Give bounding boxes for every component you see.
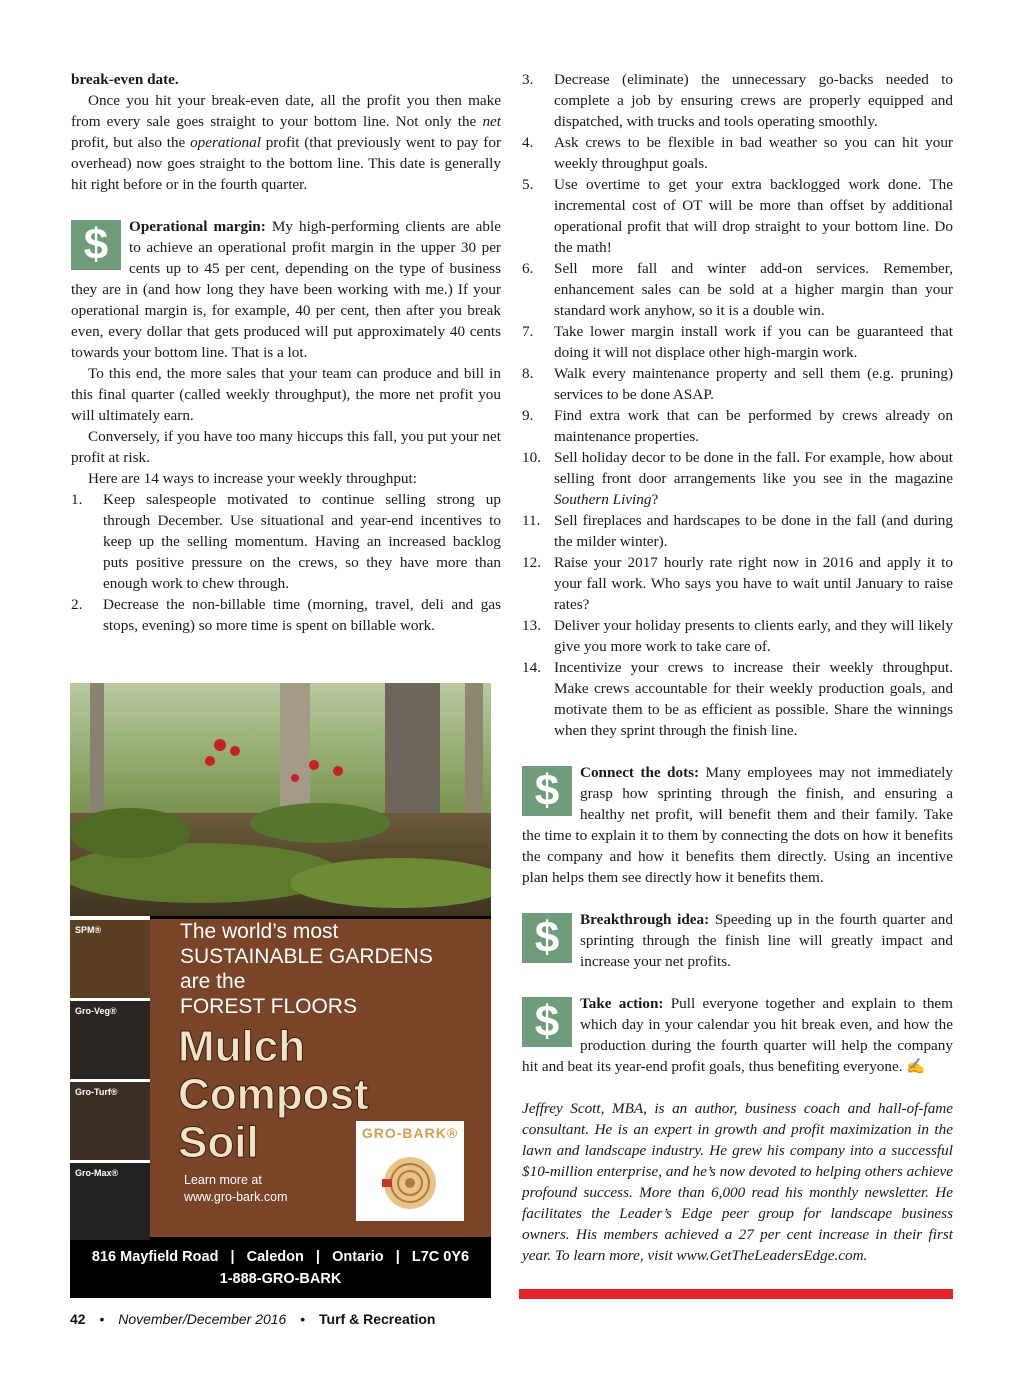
list-item: 9. Find extra work that can be performed by crews already on maintenance properties. bbox=[522, 407, 953, 445]
product-compost: Compost bbox=[178, 1070, 369, 1119]
ad-panel bbox=[150, 919, 491, 1237]
learn-more: Learn more at www.gro-bark.com bbox=[184, 1173, 288, 1204]
list-item: 4. Ask crews to be flexible in bad weather so you can hit your weekly throughput goals. bbox=[522, 134, 953, 172]
ad-headline: FOREST FLOORS bbox=[180, 995, 357, 1018]
ad-headline: The world’s most bbox=[180, 920, 339, 943]
list-item: 11. Sell fireplaces and hardscapes to be done in the fall (and during the milder winter). bbox=[522, 512, 953, 550]
tips-list-right bbox=[522, 69, 953, 741]
callout-lead: Operational margin: bbox=[129, 218, 266, 235]
left-column bbox=[71, 69, 501, 636]
publication-name: Turf & Recreation bbox=[319, 1311, 436, 1327]
separator: • bbox=[300, 1311, 306, 1327]
list-item: 2. Decrease the non-billable time (morning, travel, deli and gas stops, evening) so more time is spent on billable work. bbox=[71, 596, 501, 634]
callout-take-action: $ Take action: Pull everyone together and explain to them which day in your calendar you hit break even, and how the production during the fourth quarter will help the company hit and beat its year-end profit goals, thus benefiting everyone. ✍ bbox=[522, 995, 953, 1075]
list-item: 13. Deliver your holiday presents to clients early, and they will likely give you more work to take care of. bbox=[522, 617, 953, 655]
ad-headline: SUSTAINABLE GARDENS bbox=[180, 945, 433, 968]
paragraph: Conversely, if you have too many hiccups this fall, you put your net profit at risk. bbox=[71, 428, 501, 466]
section-heading: break-even date. bbox=[71, 71, 179, 88]
sample-spm: SPM® bbox=[70, 920, 150, 998]
gro-bark-advertisement bbox=[70, 683, 491, 1298]
list-item: 8. Walk every maintenance property and sell them (e.g. pruning) services to be done ASAP. bbox=[522, 365, 953, 403]
forest-floor-photo bbox=[70, 683, 491, 916]
gro-bark-logo: GRO-BARK® bbox=[356, 1121, 464, 1221]
paragraph: Once you hit your break-even date, all the profit you then make from every sale goes straight to your bottom line. Not only the net profit, but also the operational profit (that previously went to pay for overhead) now goes straight to the bottom line. This date is generally hit right before or in the fourth quarter. bbox=[71, 92, 501, 193]
tips-list-left bbox=[71, 489, 501, 636]
dollar-icon: $ bbox=[71, 220, 121, 270]
product-soil: Soil bbox=[178, 1118, 259, 1167]
ad-phone: 1-888-GRO-BARK bbox=[219, 1271, 342, 1287]
callout-breakthrough-idea: $ Breakthrough idea: Speeding up in the fourth quarter and sprinting through the finish line will greatly impact and increase your net profits. bbox=[522, 909, 953, 972]
ad-contact bbox=[70, 1240, 491, 1298]
author-bio: Jeffrey Scott, MBA, is an author, business coach and hall-of-fame consultant. He is an expert in growth and profit maximization in the lawn and landscape industry. He grew his company into a successful $10-million enterprise, and he’s now devoted to helping others achieve profound success. More than 6,000 read his monthly newsletter. He facilitates the Leader’s Edge peer group for landscape business owners. His members achieved a 27 per cent increase in their first year. To learn more, visit www.GetTheLeadersEdge.com. bbox=[522, 1100, 953, 1264]
page-footer bbox=[70, 1311, 435, 1327]
product-mulch: Mulch bbox=[178, 1022, 306, 1071]
callout-operational-margin bbox=[71, 216, 501, 363]
right-column bbox=[522, 69, 953, 1266]
ad-headline: are the bbox=[180, 970, 246, 993]
log-rings-icon bbox=[356, 1121, 464, 1221]
page-number: 42 bbox=[70, 1311, 86, 1327]
issue-date: November/December 2016 bbox=[118, 1311, 287, 1327]
product-samples bbox=[70, 916, 150, 1240]
dollar-icon: $ bbox=[522, 997, 572, 1047]
list-item: 6. Sell more fall and winter add-on services. Remember, enhancement sales can be sold at a higher margin than your standard work anyhow, so it is a double win. bbox=[522, 260, 953, 319]
dollar-icon: $ bbox=[522, 913, 572, 963]
sample-gro-veg: Gro-Veg® bbox=[70, 1001, 150, 1079]
list-item: 5. Use overtime to get your extra backlogged work done. The incremental cost of OT will be more than offset by additional operational profit that will drop straight to your bottom line. Do the math! bbox=[522, 176, 953, 256]
callout-connect-the-dots: $ Connect the dots: Many employees may not immediately grasp how sprinting through the finish, and ensuring a healthy net profit, will benefit them and their family. Take the time to explain it to them by connecting the dots on how it benefits the company and how it benefits them directly. Using an incentive plan helps them see directly how it benefits them. bbox=[522, 764, 953, 886]
list-item: 1. Keep salespeople motivated to continue selling strong up through December. Use situational and year-end incentives to keep up the selling momentum. Having an increased backlog puts positive pressure on the crews, so they have more than enough work to chew through. bbox=[71, 491, 501, 592]
list-item: 7. Take lower margin install work if you can be guaranteed that doing it will not displace other high-margin work. bbox=[522, 323, 953, 361]
ad-address: 816 Mayfield Road | Caledon | Ontario | L7C 0Y6 bbox=[91, 1249, 470, 1265]
list-item: 10. Sell holiday decor to be done in the fall. For example, how about selling front door arrangements like you see in the magazine Southern Living? bbox=[522, 449, 953, 508]
list-item: 3. Decrease (eliminate) the unnecessary go-backs needed to complete a job by ensuring crews are properly equipped and dispatched, with trucks and tools operating smoothly. bbox=[522, 71, 953, 130]
sample-gro-max: Gro-Max® bbox=[70, 1163, 150, 1241]
separator: • bbox=[99, 1311, 105, 1327]
list-item: 12. Raise your 2017 hourly rate right now in 2016 and apply it to your fall work. Who says you have to wait until January to raise rates? bbox=[522, 554, 953, 613]
list-item: 14. Incentivize your crews to increase their weekly throughput. Make crews accountable for their weekly production goals, and motivate them to be as efficient as possible. Share the winnings when they sprint through the finish line. bbox=[522, 659, 953, 739]
sample-gro-turf: Gro-Turf® bbox=[70, 1082, 150, 1160]
paragraph: To this end, the more sales that your team can produce and bill in this final quarter (called weekly throughput), the more net profit you will ultimately earn. bbox=[71, 365, 501, 424]
red-divider bbox=[519, 1289, 953, 1299]
paragraph: Here are 14 ways to increase your weekly throughput: bbox=[88, 470, 417, 487]
dollar-icon: $ bbox=[522, 766, 572, 816]
callout-text: My high-performing clients are able to achieve an operational profit margin in the upper 30 per cents up to 45 per cent, depending on the type of business they are in (and how long they have been working with me.) If your operational margin is, for example, 40 per cent, then after you break even, every dollar that gets produced will put approximately 40 cents towards your bottom line. That is a lot. bbox=[71, 218, 501, 361]
